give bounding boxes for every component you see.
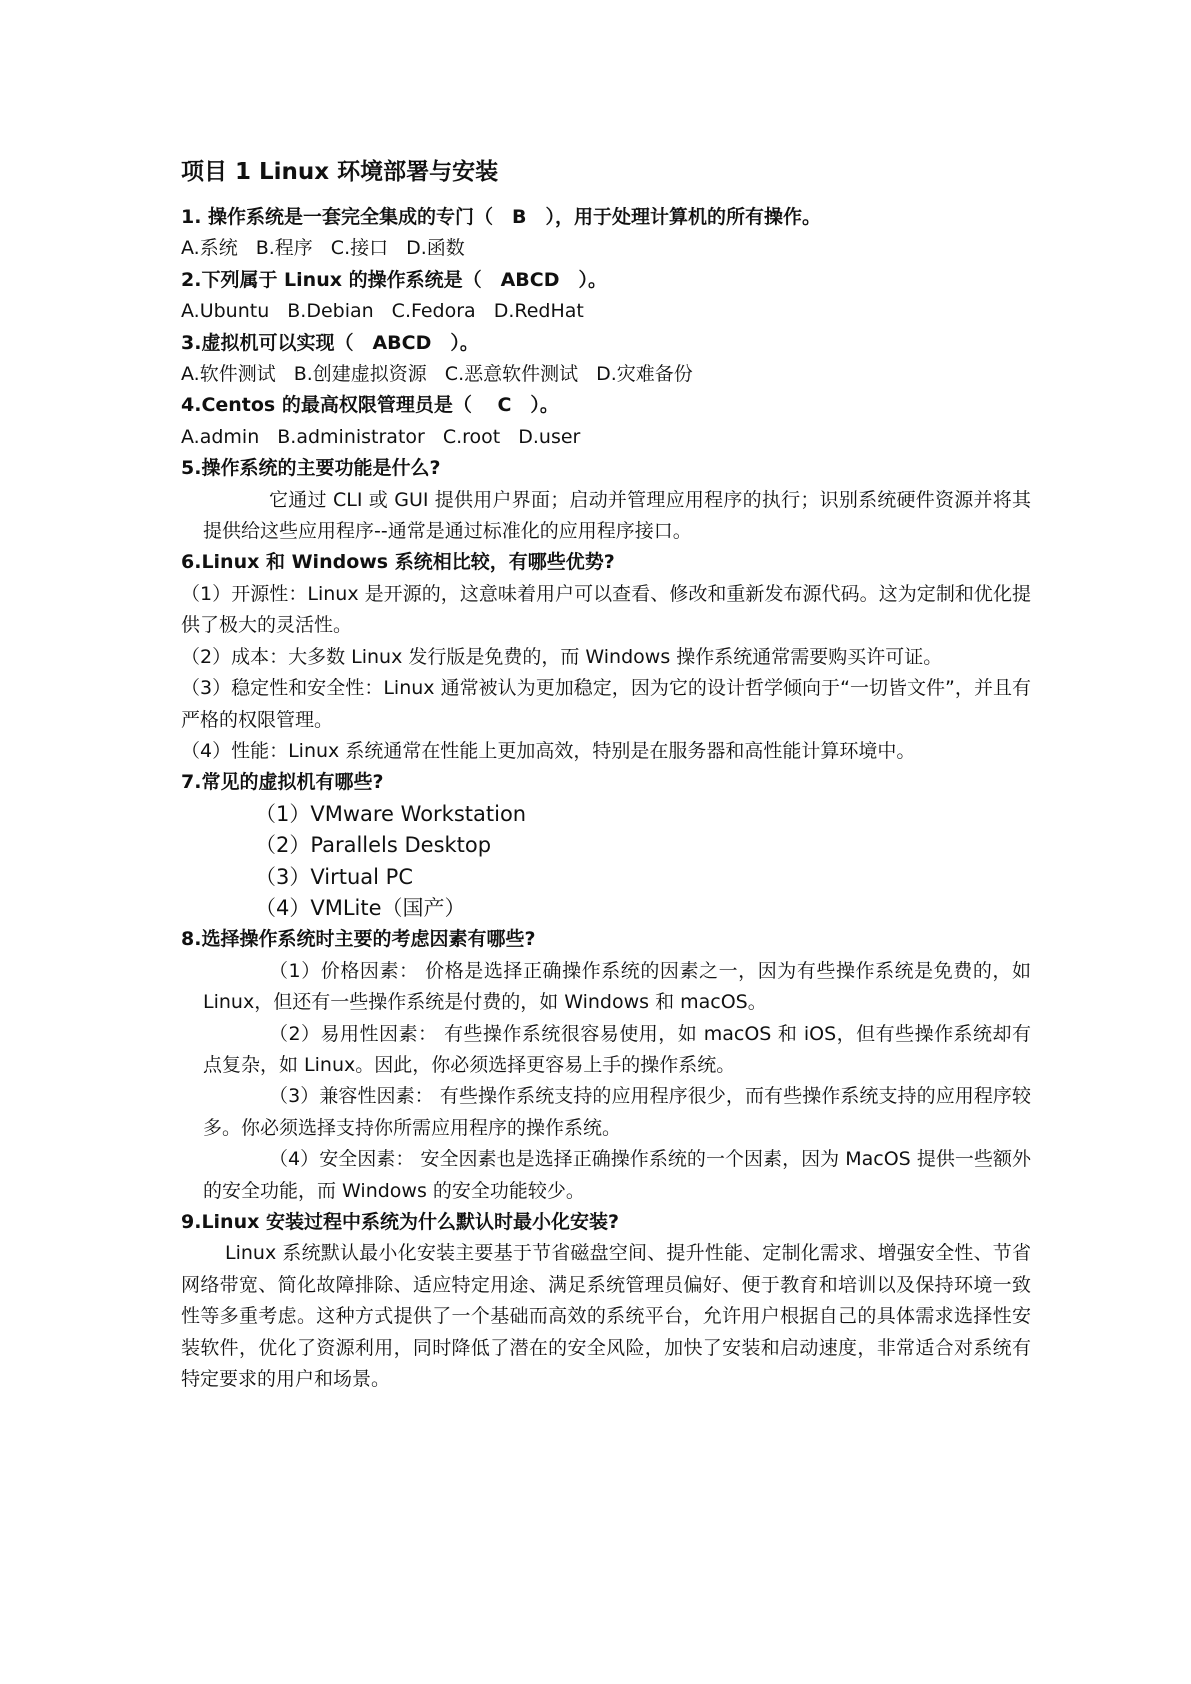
option: B.administrator <box>277 425 425 448</box>
question-9: 9.Linux 安装过程中系统为什么默认时最小化安装? <box>181 1211 620 1233</box>
question-3-options <box>181 359 1031 390</box>
answer-7-item: （2）Parallels Desktop <box>255 833 492 858</box>
answer-8-item: （3）兼容性因素： 有些操作系统支持的应用程序很少，而有些操作系统支持的应用程序较多。你必须选择支持你所需应用程序的操作系统。 <box>203 1085 1031 1139</box>
option: A.系统 <box>181 237 238 260</box>
option: A.admin <box>181 425 260 448</box>
answer-6-item: （2）成本：大多数 Linux 发行版是免费的，而 Windows 操作系统通常需要购买许可证。 <box>181 645 943 668</box>
answer-7-item: （4）VMLite（国产） <box>255 895 466 920</box>
answer-6-item: （3）稳定性和安全性：Linux 通常被认为更加稳定，因为它的设计哲学倾向于“一切皆文件”，并且有严格的权限管理。 <box>181 677 1031 731</box>
answer-8-item: （1）价格因素： 价格是选择正确操作系统的因素之一，因为有些操作系统是免费的，如 Linux，但还有一些操作系统是付费的，如 Windows 和 macOS。 <box>203 959 1031 1014</box>
answer-6-item: （1）开源性：Linux 是开源的，这意味着用户可以查看、修改和重新发布源代码。这为定制和优化提供了极大的灵活性。 <box>181 582 1031 637</box>
option: B.创建虚拟资源 <box>293 363 427 386</box>
option: D.RedHat <box>493 300 584 323</box>
question-5: 5.操作系统的主要功能是什么? <box>181 457 441 480</box>
answer-7-item: （3）Virtual PC <box>255 864 413 889</box>
answer-5: 它通过 CLI 或 GUI 提供用户界面；启动并管理应用程序的执行；识别系统硬件资源并将其提供给这些应用程序--通常是通过标准化的应用程序接口。 <box>203 488 1031 543</box>
option: C.恶意软件测试 <box>444 363 579 386</box>
answer-8-item: （4）安全因素： 安全因素也是选择正确操作系统的一个因素，因为 MacOS 提供一些额外的安全功能，而 Windows 的安全功能较少。 <box>203 1148 1031 1202</box>
answer-8-item: （2）易用性因素： 有些操作系统很容易使用，如 macOS 和 iOS，但有些操作系统却有点复杂，如 Linux。因此，你必须选择更容易上手的操作系统。 <box>203 1022 1031 1076</box>
option: D.灾难备份 <box>596 363 693 386</box>
answer-9: Linux 系统默认最小化安装主要基于节省磁盘空间、提升性能、定制化需求、增强安全性、节省网络带宽、简化故障排除、适应特定用途、满足系统管理员偏好、便于教育和培训以及保持环境一致性等多重考虑。这种方式提供了一个基础而高效的系统平台，允许用户根据自己的具体需求选择性安装软件，优化了资源利用，同时降低了潜在的安全风险，加快了安装和启动速度，非常适合对系统有特定要求的用户和场景。 <box>181 1242 1031 1391</box>
answer-7-item: （1）VMware Workstation <box>255 801 527 826</box>
question-3: 3.虚拟机可以实现（ ABCD ）。 <box>181 331 479 354</box>
page-title: 项目 1 Linux 环境部署与安装 <box>181 159 499 185</box>
question-8: 8.选择操作系统时主要的考虑因素有哪些? <box>181 928 536 951</box>
question-2: 2.下列属于 Linux 的操作系统是（ ABCD ）。 <box>181 268 607 291</box>
question-4: 4.Centos 的最高权限管理员是（ C ）。 <box>181 394 559 417</box>
question-1: 1. 操作系统是一套完全集成的专门（ B ），用于处理计算机的所有操作。 <box>181 206 822 228</box>
option: D.函数 <box>406 237 465 260</box>
option: B.Debian <box>287 300 374 323</box>
question-6: 6.Linux 和 Windows 系统相比较，有哪些优势? <box>181 551 615 574</box>
option: D.user <box>518 425 581 448</box>
option: C.Fedora <box>391 300 476 323</box>
question-4-options <box>181 422 1031 453</box>
answer-6-item: （4）性能：Linux 系统通常在性能上更加高效，特别是在服务器和高性能计算环境中。 <box>181 739 916 762</box>
option: C.root <box>442 425 501 448</box>
option: A.Ubuntu <box>181 300 270 323</box>
question-7: 7.常见的虚拟机有哪些? <box>181 771 384 794</box>
option: B.程序 <box>255 237 313 260</box>
question-1-options <box>181 233 1031 264</box>
question-2-options <box>181 296 1031 327</box>
option: C.接口 <box>330 237 389 260</box>
option: A.软件测试 <box>181 363 276 386</box>
